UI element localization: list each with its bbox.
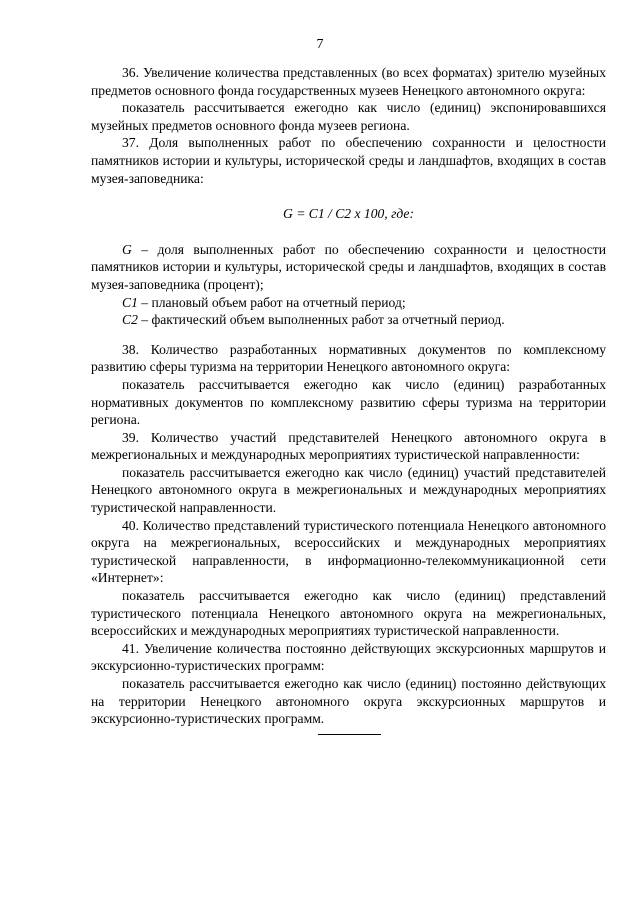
item-40-title: 40. Количество представлений туристического потенциала Ненецкого автономного округа на межрегиональных, всероссийских и международных мероприятиях туристической направленности, в информационно-телекоммуникационной сети «Интернет»:: [91, 517, 606, 586]
end-separator-line: [318, 734, 381, 735]
item-36-description: показатель рассчитывается ежегодно как число (единиц) экспонировавшихся музейных предметов основного фонда музеев региона.: [91, 100, 606, 133]
symbol-g-text: – доля выполненных работ по обеспечению сохранности и целостности памятников истории и культуры, исторической среды и ландшафтов, входящих в состав музея-заповедника (процент);: [91, 241, 606, 292]
item-41-title: 41. Увеличение количества постоянно действующих экскурсионных маршрутов и экскурсионно-туристических программ:: [91, 640, 606, 674]
document-body: [91, 64, 606, 728]
page-number: 7: [316, 37, 324, 52]
symbol-g: G: [122, 241, 132, 257]
item-37-c2-definition: [91, 311, 606, 329]
item-37-c1-definition: [91, 294, 606, 312]
item-37-formula: G = C1 / C2 x 100, где:: [282, 206, 414, 222]
symbol-c1-text: – плановый объем работ на отчетный период;: [137, 294, 406, 310]
item-38-description: показатель рассчитывается ежегодно как число (единиц) разработанных нормативных документов по комплексному развитию сферы туризма на территории региона.: [91, 376, 606, 428]
item-38-title: 38. Количество разработанных нормативных документов по комплексному развитию сферы туризма на территории Ненецкого автономного округа:: [91, 341, 606, 375]
symbol-c2: C2: [122, 312, 138, 328]
symbol-c2-text: – фактический объем выполненных работ за отчетный период.: [137, 312, 505, 328]
item-37-g-definition: [91, 241, 606, 294]
item-41-description: показатель рассчитывается ежегодно как число (единиц) постоянно действующих на территории Ненецкого автономного округа экскурсионных маршрутов и экскурсионно-туристических программ.: [91, 676, 606, 727]
item-37-title: 37. Доля выполненных работ по обеспечению сохранности и целостности памятников истории и культуры, исторической среды и ландшафтов, входящих в состав музея-заповедника:: [91, 135, 606, 186]
item-36-title: 36. Увеличение количества представленных (во всех форматах) зрителю музейных предметов основного фонда государственных музеев Ненецкого автономного округа:: [91, 65, 606, 98]
item-40-description: показатель рассчитывается ежегодно как число (единиц) представлений туристического потенциала Ненецкого автономного округа на межрегиональных, всероссийских и международных мероприятиях туристической направленности.: [91, 588, 606, 639]
item-39-title: 39. Количество участий представителей Ненецкого автономного округа в межрегиональных и международных мероприятиях туристической направленности:: [91, 429, 606, 463]
item-39-description: показатель рассчитывается ежегодно как число (единиц) участий представителей Ненецкого автономного округа в межрегиональных и международных мероприятиях туристической направленности.: [91, 464, 606, 516]
symbol-c1: C1: [122, 294, 138, 310]
